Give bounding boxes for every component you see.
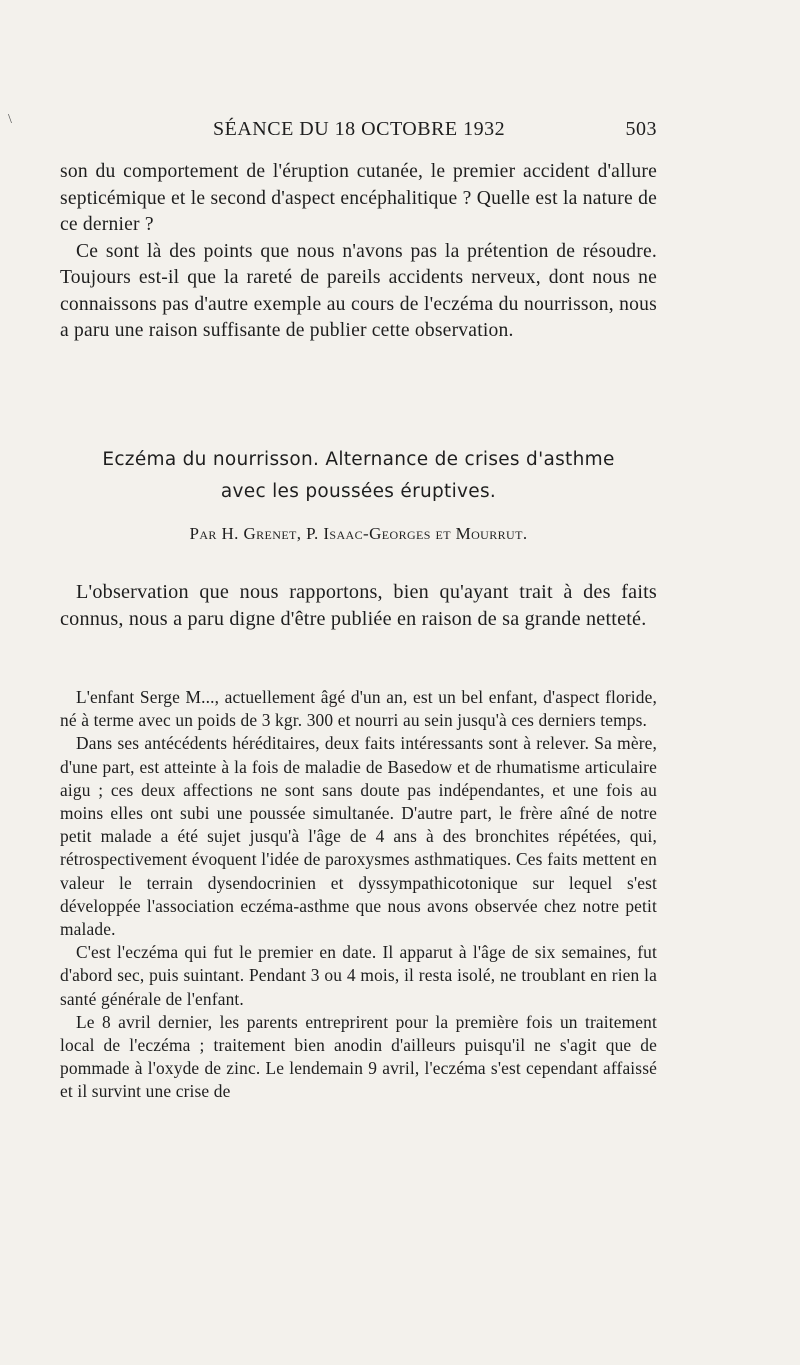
intro-section <box>60 159 657 345</box>
article-title <box>60 444 657 508</box>
case-paragraph-3: C'est l'eczéma qui fut le premier en date. Il apparut à l'âge de six semaines, fut d'abord sec, puis suintant. Pendant 3 ou 4 mois, il resta isolé, ne troublant en rien la santé générale de l'enfant. <box>60 942 657 1009</box>
intro-paragraph-1: son du comportement de l'éruption cutanée, le premier accident d'allure septicémique et le second d'aspect encéphalitique ? Quelle est la nature de ce dernier ? <box>60 161 657 235</box>
article-byline: Par H. Grenet, P. Isaac-Georges et Mourrut. <box>189 524 528 543</box>
running-title: SÉANCE DU 18 OCTOBRE 1932 <box>213 118 506 140</box>
page-number: 503 <box>625 118 657 140</box>
case-report <box>60 686 657 1104</box>
margin-mark: \ <box>8 112 12 127</box>
case-paragraph-4: Le 8 avril dernier, les parents entreprirent pour la première fois un traitement local de l'eczéma ; traitement bien anodin d'ailleurs puisqu'il ne s'agit que de pommade à l'oxyde de zinc. Le lendemain 9 avril, l'eczéma s'est cependant affaissé et il survint une crise de <box>60 1011 657 1102</box>
lead-paragraph: L'observation que nous rapportons, bien qu'ayant trait à des faits connus, nous a paru digne d'être publiée en raison de sa grande netteté. <box>60 581 657 630</box>
intro-paragraph-2: Ce sont là des points que nous n'avons pas la prétention de résoudre. Toujours est-il que la rareté de pareils accidents nerveux, dont nous ne connaissons pas d'autre exemple au cours de l'eczéma du nourrisson, nous a paru une raison suffisante de publier cette observation. <box>60 240 657 341</box>
lead-section <box>60 579 657 633</box>
article-title-line-1: Eczéma du nourrisson. Alternance de crises d'asthme <box>102 449 615 470</box>
running-head <box>213 118 657 148</box>
case-paragraph-2: Dans ses antécédents héréditaires, deux faits intéressants sont à relever. Sa mère, d'une part, est atteinte à la fois de maladie de Basedow et de rhumatisme articulaire aigu ; ces deux affections ne sont sans doute pas indépendantes, et une fois au moins elles ont subi une poussée simultanée. D'autre part, le frère aîné de notre petit malade a été sujet jusqu'à l'âge de 4 ans à des bronchites répétées, qui, rétrospectivement évoquent l'idée de paroxysmes asthmatiques. Ces faits mettent en valeur le terrain dysendocrinien et dyssympathicotonique sur lequel s'est développée l'association eczéma-asthme que nous avons observée chez notre petit malade. <box>60 733 657 940</box>
article-title-line-2: avec les poussées éruptives. <box>220 481 497 502</box>
case-paragraph-1: L'enfant Serge M..., actuellement âgé d'un an, est un bel enfant, d'aspect floride, né à terme avec un poids de 3 kgr. 300 et nourri au sein jusqu'à ces derniers temps. <box>60 687 657 731</box>
